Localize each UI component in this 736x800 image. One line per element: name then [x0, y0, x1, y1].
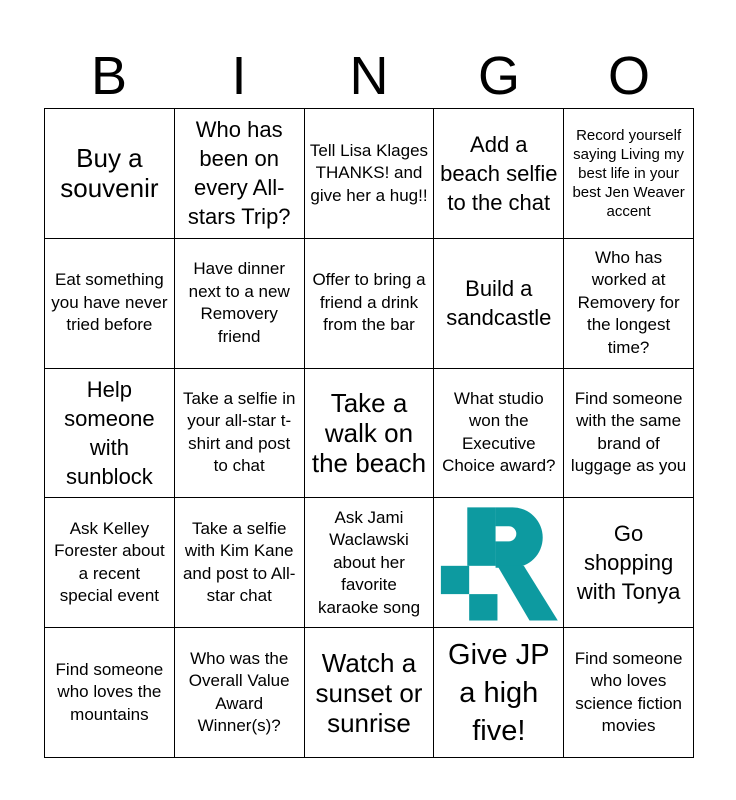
bingo-header [44, 44, 694, 108]
bingo-cell[interactable] [305, 369, 435, 499]
bingo-cell[interactable] [45, 628, 175, 758]
cell-text: Record yourself saying Living my best life in your best Jen Weaver accent [572, 126, 685, 220]
bingo-cell[interactable] [45, 109, 175, 239]
bingo-cell[interactable] [434, 109, 564, 239]
bingo-cell[interactable] [305, 239, 435, 369]
header-letter-g: G [477, 46, 520, 106]
bingo-cell[interactable] [434, 369, 564, 499]
bingo-cell[interactable] [564, 628, 694, 758]
bingo-card [44, 108, 694, 758]
bingo-cell[interactable] [175, 498, 305, 628]
cell-text: Find someone with the same brand of luggage as you [570, 388, 687, 476]
cell-text: Watch a sunset or sunrise [315, 647, 423, 738]
cell-text: Tell Lisa Klages THANKS! and give her a hug!! [309, 140, 429, 205]
cell-text: What studio won the Executive Choice award? [442, 388, 556, 476]
bingo-cell[interactable] [175, 109, 305, 239]
bingo-cell[interactable] [45, 369, 175, 499]
removery-logo-icon [439, 500, 558, 626]
cell-text: Take a selfie with Kim Kane and post to All-star chat [182, 518, 296, 606]
bingo-cell[interactable] [564, 239, 694, 369]
cell-text: Find someone who loves the mountains [55, 659, 164, 724]
header-letter-b: B [90, 46, 128, 106]
free-space-logo[interactable] [434, 498, 564, 628]
header-letter-o: O [607, 46, 650, 106]
header-letter-n: N [349, 46, 389, 106]
bingo-cell[interactable] [45, 239, 175, 369]
cell-text: Help someone with sunblock [64, 376, 155, 489]
bingo-cell[interactable] [564, 109, 694, 239]
cell-text: Who has been on every All-stars Trip? [187, 117, 291, 230]
cell-text: Go shopping with Tonya [576, 521, 681, 605]
cell-text: Ask Jami Waclawski about her favorite karaoke song [317, 507, 421, 617]
bingo-cell[interactable] [434, 239, 564, 369]
cell-text: Take a selfie in your all-star t-shirt and post to chat [182, 388, 296, 476]
cell-text: Ask Kelley Forester about a recent special event [54, 518, 165, 606]
bingo-cell[interactable] [305, 628, 435, 758]
bingo-cell[interactable] [175, 239, 305, 369]
cell-text: Add a beach selfie to the chat [440, 131, 558, 215]
bingo-cell[interactable] [564, 498, 694, 628]
bingo-cell[interactable] [175, 369, 305, 499]
bingo-cell[interactable] [45, 498, 175, 628]
cell-text: Take a walk on the beach [311, 387, 427, 478]
bingo-cell[interactable] [305, 109, 435, 239]
cell-text: Who was the Overall Value Award Winner(s)? [188, 648, 290, 736]
bingo-cell[interactable] [305, 498, 435, 628]
bingo-cell[interactable] [175, 628, 305, 758]
bingo-cell[interactable] [564, 369, 694, 499]
header-letter-i: I [231, 46, 247, 106]
bingo-cell[interactable] [434, 628, 564, 758]
cell-text: Build a sandcastle [446, 276, 552, 331]
cell-text: Offer to bring a friend a drink from the bar [312, 270, 426, 335]
cell-text: Find someone who loves science fiction movies [574, 648, 683, 736]
cell-text: Have dinner next to a new Removery friend [188, 259, 290, 346]
cell-text: Who has worked at Removery for the longest time? [577, 247, 680, 357]
cell-text: Eat something you have never tried before [51, 270, 168, 335]
cell-text: Buy a souvenir [60, 143, 159, 204]
cell-text: Give JP a high five! [448, 638, 550, 747]
